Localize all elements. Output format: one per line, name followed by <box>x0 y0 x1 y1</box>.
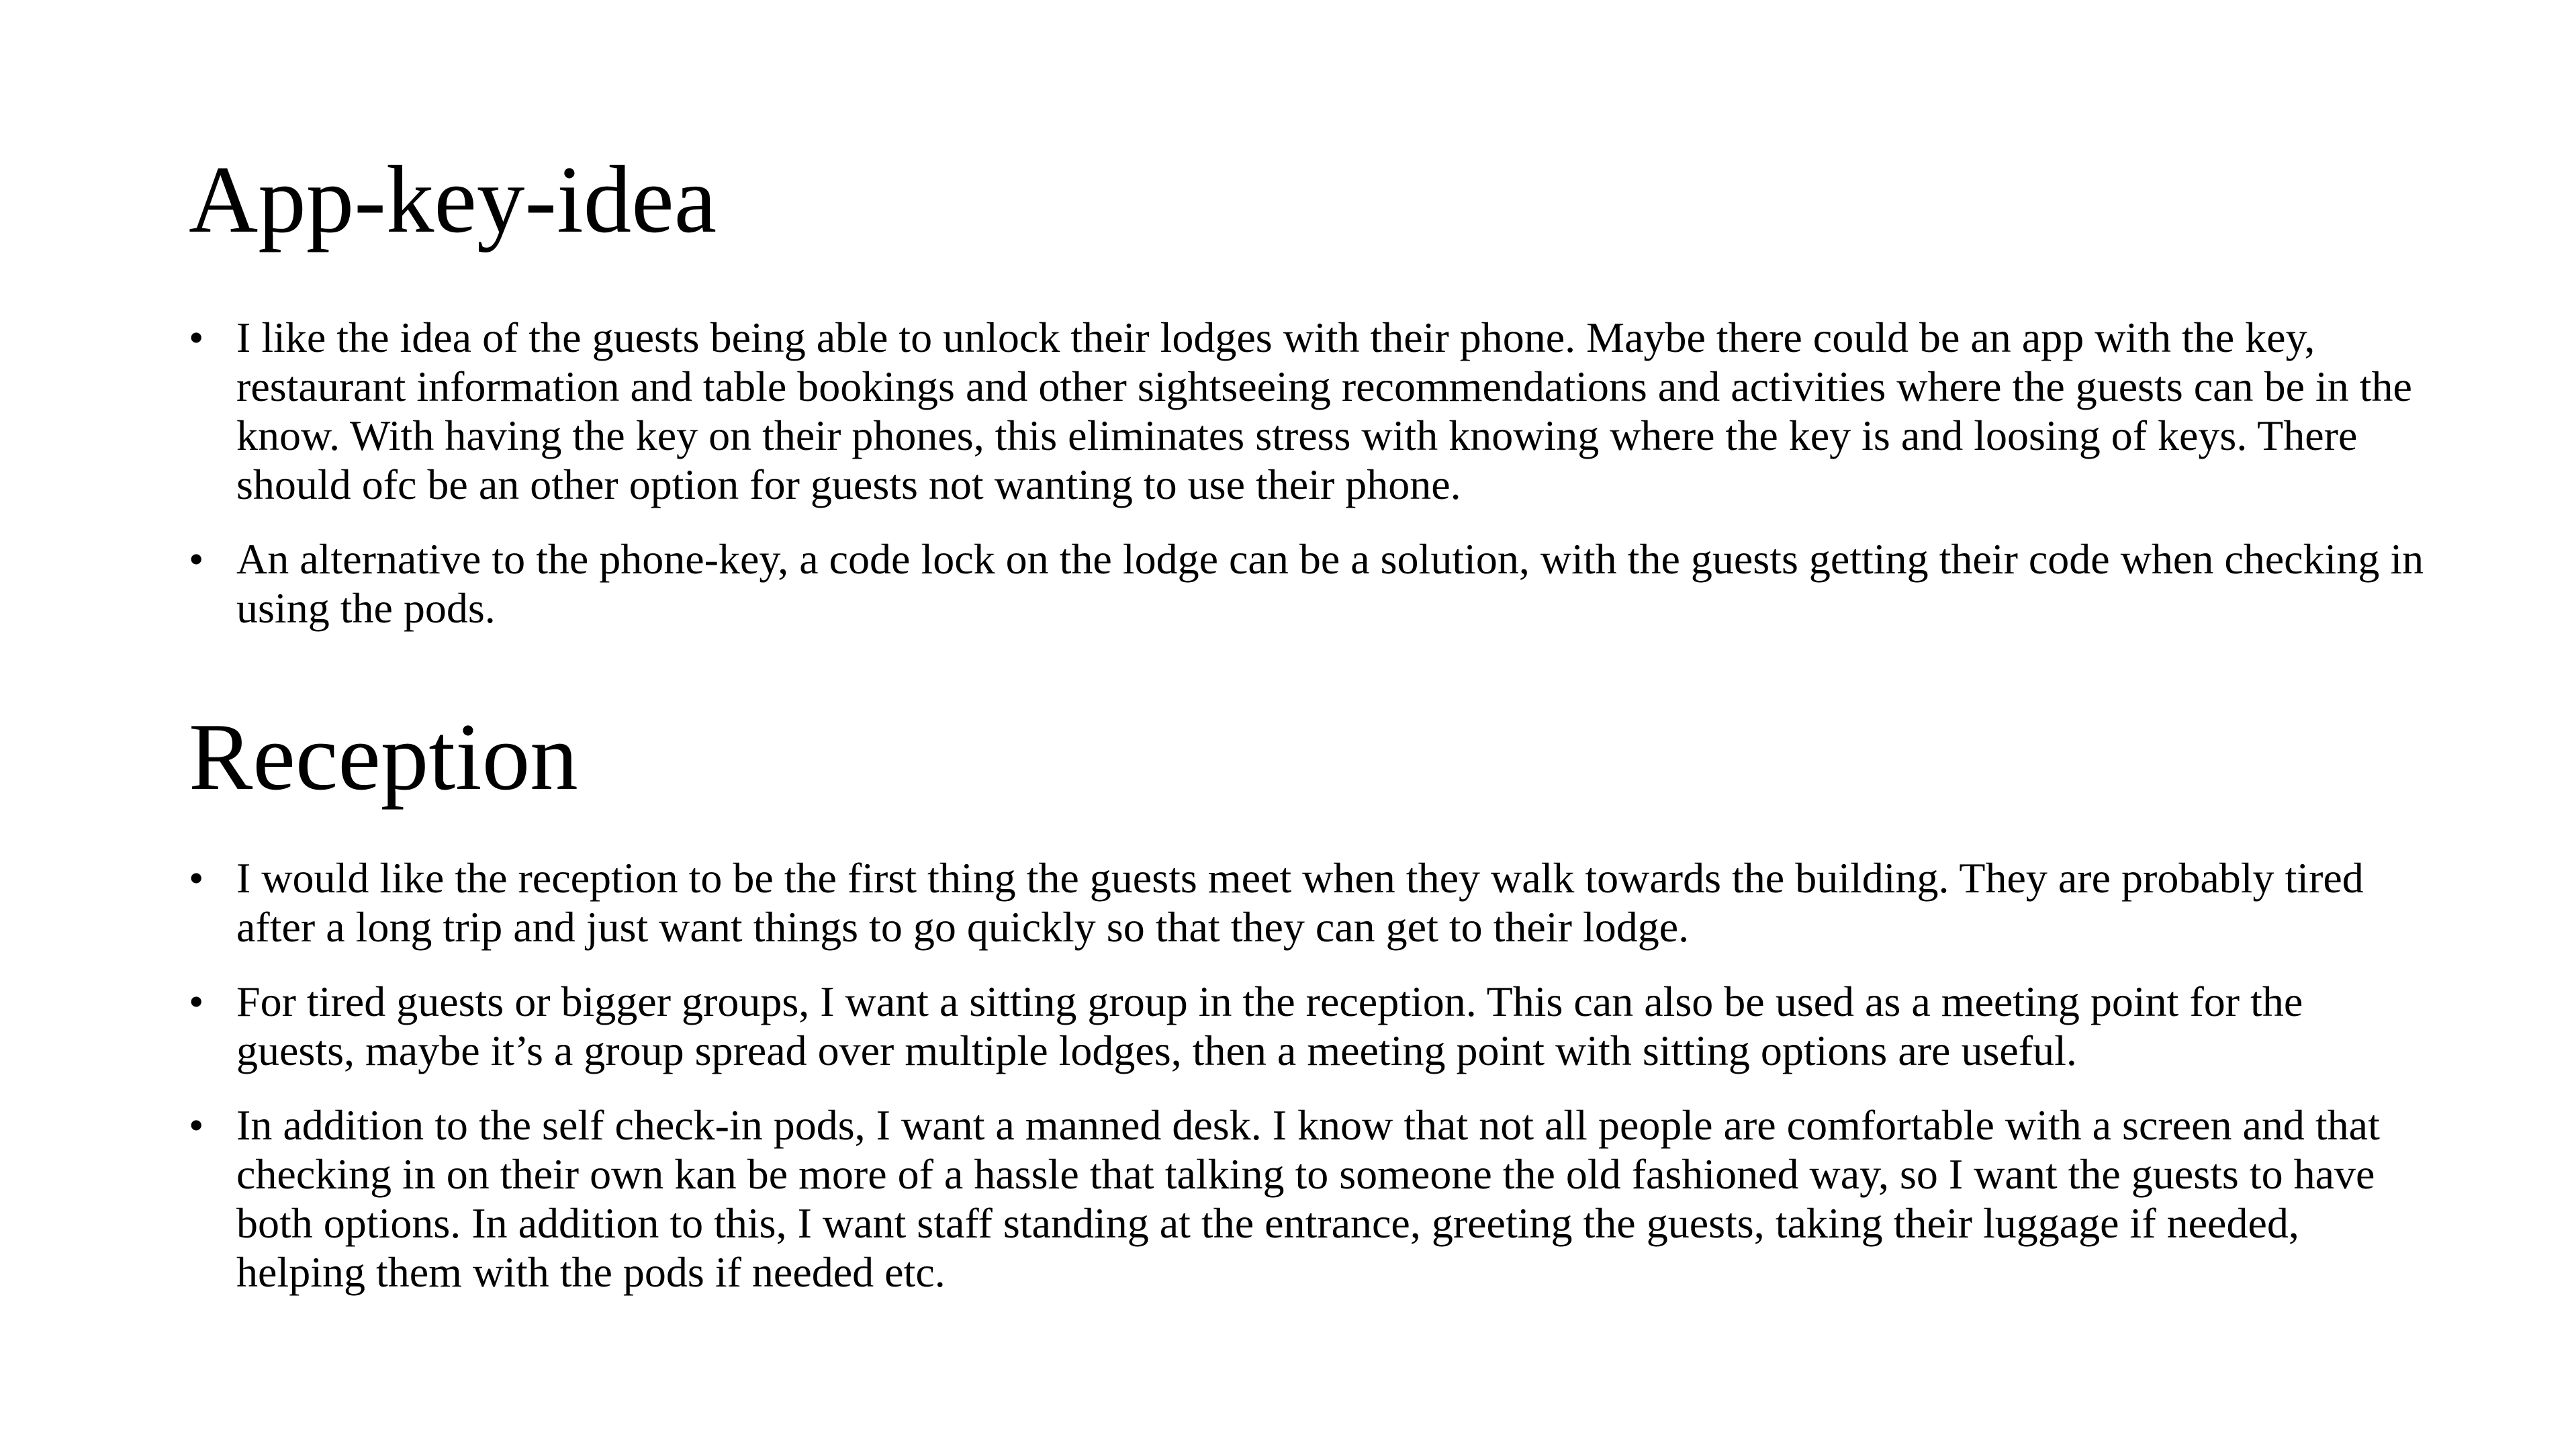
bullet-icon: • <box>189 854 204 902</box>
bullet-list-app-key-idea <box>189 313 2425 633</box>
bullet-text: I would like the reception to be the first thing the guests meet when they walk towards the building. They are probably tired after a long trip and just want things to go quickly so that they can get to their lodge. <box>236 854 2364 951</box>
bullet-icon: • <box>189 535 204 583</box>
bullet-item <box>189 1101 2425 1297</box>
bullet-icon: • <box>189 314 204 361</box>
bullet-item <box>189 534 2425 633</box>
bullet-text: An alternative to the phone-key, a code lock on the lodge can be a solution, with the guests getting their code when checking in using the pods. <box>236 535 2424 632</box>
bullet-icon: • <box>189 978 204 1025</box>
section-title-reception: Reception <box>189 704 578 810</box>
section-title-app-key-idea: App-key-idea <box>189 146 717 252</box>
bullet-item <box>189 313 2425 509</box>
bullet-item <box>189 977 2425 1075</box>
bullet-icon: • <box>189 1101 204 1149</box>
bullet-text: For tired guests or bigger groups, I want a sitting group in the reception. This can also be used as a meeting point for the guests, maybe it’s a group spread over multiple lodges, then a meeting point with sitting options are useful. <box>236 978 2303 1074</box>
bullet-text: I like the idea of the guests being able to unlock their lodges with their phone. Maybe there could be an app with the key, restaurant information and table bookings and other sightseeing recommendations and activities where the guests can be in the know. With having the key on their phones, this eliminates stress with knowing where the key is and loosing of keys. There should ofc be an other option for guests not wanting to use their phone. <box>236 314 2412 508</box>
bullet-item <box>189 853 2425 951</box>
bullet-list-reception <box>189 853 2425 1297</box>
bullet-text: In addition to the self check-in pods, I want a manned desk. I know that not all people are comfortable with a screen and that checking in on their own kan be more of a hassle that talking to someone the old fashioned way, so I want the guests to have both options. In addition to this, I want staff standing at the entrance, greeting the guests, taking their luggage if needed, helping them with the pods if needed etc. <box>236 1101 2380 1296</box>
